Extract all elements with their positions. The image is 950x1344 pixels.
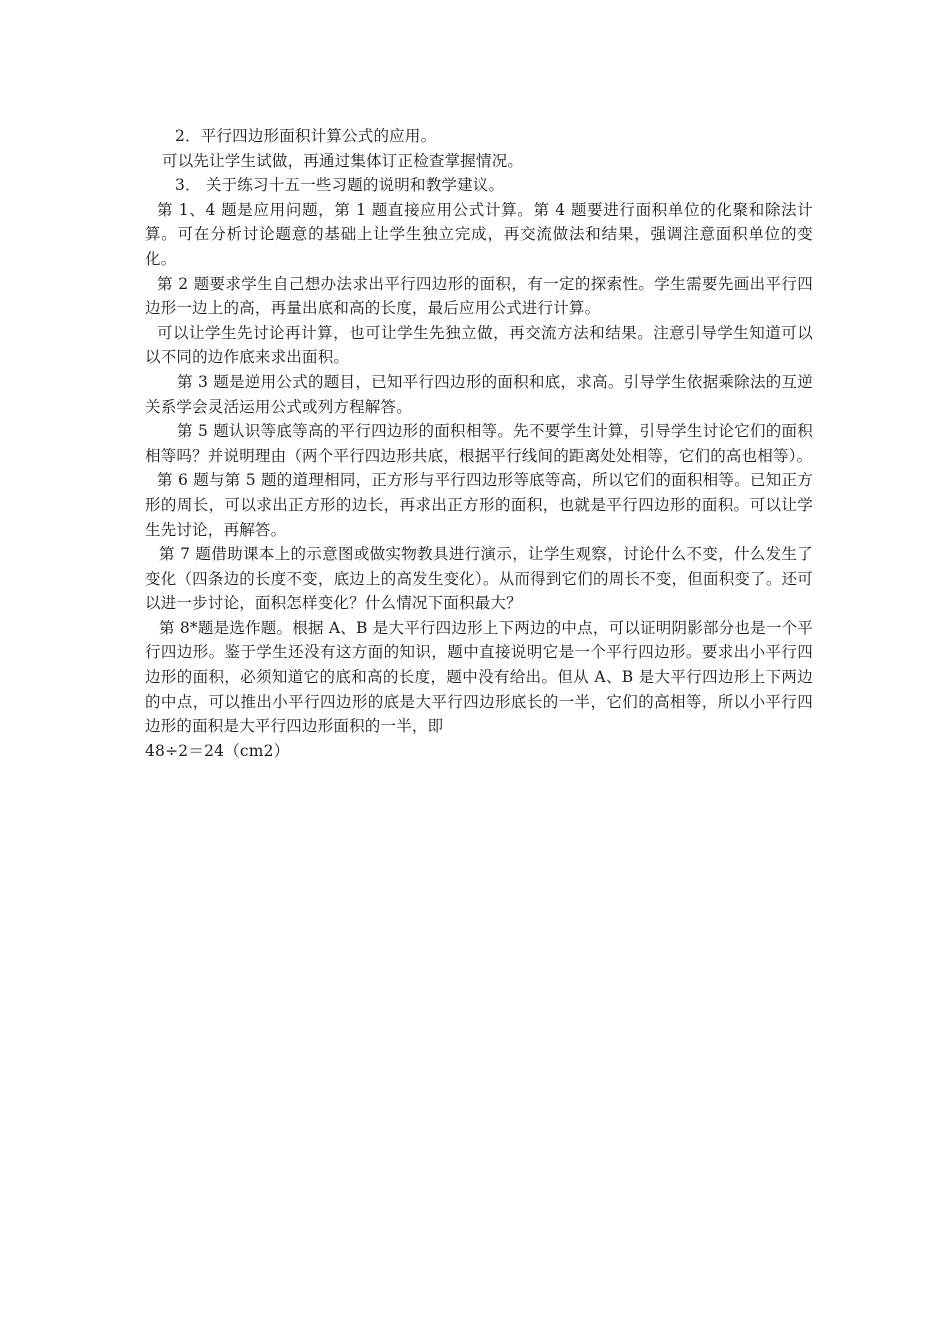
paragraph-exercise-5: 第 5 题认识等底等高的平行四边形的面积相等。先不要学生计算，引导学生讨论它们的面积相等吗？并说明理由（两个平行四边形共底，根据平行线间的距离处处相等，它们的高也相等）。 (145, 422, 813, 465)
paragraph-exercise-6: 第 6 题与第 5 题的道理相同，正方形与平行四边形等底等高，所以它们的面积相等。已知正方形的周长，可以求出正方形的边长，再求出正方形的面积，也就是平行四边形的面积。可以让学生先讨论，再解答。 (145, 471, 813, 539)
paragraph-trial: 可以先让学生试做，再通过集体订正检查掌握情况。 (162, 151, 524, 170)
paragraph-formula: 48÷2＝24（cm2） (145, 741, 290, 760)
paragraph-discussion: 可以让学生先讨论再计算，也可让学生先独立做，再交流方法和结果。注意引导学生知道可以以不同的边作底来求出面积。 (145, 323, 813, 367)
paragraph-exercise-2: 第 2 题要求学生自己想办法求出平行四边形的面积，有一定的探索性。学生需要先画出平行四边形一边上的高，再量出底和高的长度，最后应用公式进行计算。 (145, 274, 813, 318)
document-body (145, 124, 813, 763)
paragraph-exercise-8: 第 8*题是选作题。根据 A、B 是大平行四边形上下两边的中点，可以证明阴影部分也是一个平行四边形。鉴于学生还没有这方面的知识，题中直接说明它是一个平行四边形。要求出小平行四边形的面积，必须知道它的底和高的长度，题中没有给出。但从 A、B 是大平行四边形上下两边的中点，可以推出小平行四边形的底是大平行四边形底长的一半，它们的高相等，所以小平行四边形的面积是大平行四边形面积的一半，即 (145, 618, 813, 736)
paragraph-heading-2: 2．平行四边形面积计算公式的应用。 (175, 127, 437, 145)
paragraph-exercise-7: 第 7 题借助课本上的示意图或做实物教具进行演示，让学生观察，讨论什么不变，什么发生了变化（四条边的长度不变，底边上的高发生变化）。从而得到它们的周长不变，但面积变了。还可以进一步讨论，面积怎样变化？什么情况下面积最大？ (145, 545, 813, 613)
paragraph-exercise-3: 第 3 题是逆用公式的题目，已知平行四边形的面积和底，求高。引导学生依据乘除法的互逆关系学会灵活运用公式或列方程解答。 (145, 372, 813, 416)
paragraph-exercise-1-4: 第 1、4 题是应用问题，第 1 题直接应用公式计算。第 4 题要进行面积单位的化聚和除法计算。可在分析讨论题意的基础上让学生独立完成，再交流做法和结果，强调注意面积单位的变化。 (145, 200, 813, 268)
paragraph-heading-3: 3． 关于练习十五一些习题的说明和教学建议。 (175, 176, 505, 195)
